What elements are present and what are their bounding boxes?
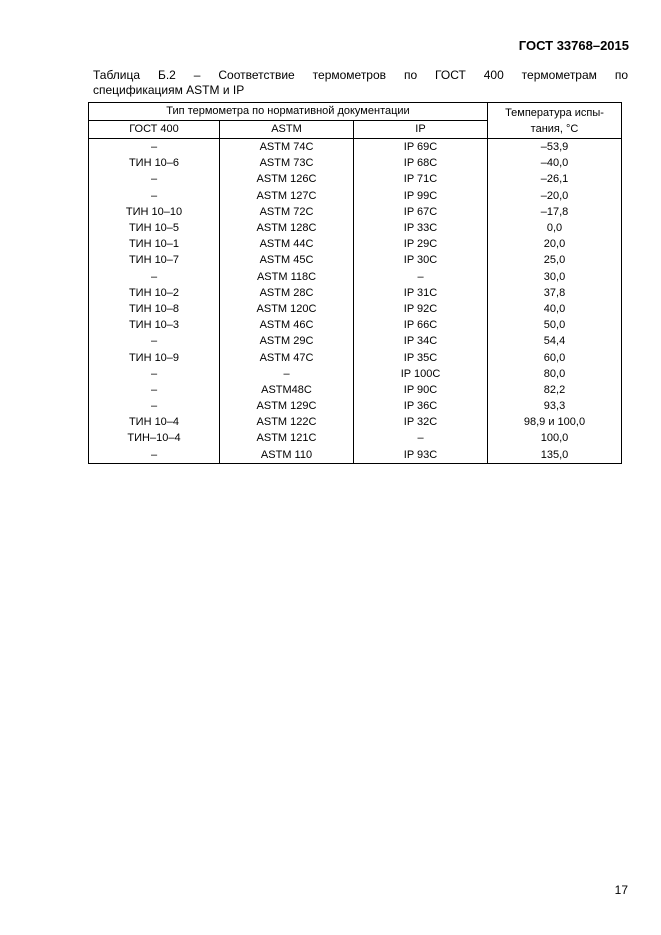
table-row [89,333,622,349]
cell-gost: ТИН 10–1 [89,236,220,252]
cell-gost: – [89,333,220,349]
group-header: Тип термометра по нормативной документации [89,103,488,121]
cell-ip: IP 34C [354,333,488,349]
cell-gost: ТИН 10–2 [89,285,220,301]
cell-ip: IP 35C [354,349,488,365]
cell-temperature: –40,0 [488,155,622,171]
cell-astm: ASTM 73C [220,155,354,171]
table-row [89,269,622,285]
cell-ip: IP 90C [354,382,488,398]
cell-astm: ASTM 118C [220,269,354,285]
table-body [89,139,622,464]
cell-ip: IP 33C [354,220,488,236]
cell-gost: – [89,398,220,414]
cell-astm: ASTM 110 [220,447,354,464]
cell-astm: ASTM 129C [220,398,354,414]
cell-temperature: 50,0 [488,317,622,333]
cell-temperature: 98,9 и 100,0 [488,414,622,430]
cell-gost: ТИН 10–5 [89,220,220,236]
cell-astm: – [220,366,354,382]
table-row [89,220,622,236]
cell-gost: ТИН–10–4 [89,430,220,446]
table-row [89,430,622,446]
cell-astm: ASTM 128C [220,220,354,236]
cell-ip: IP 69C [354,139,488,156]
cell-ip: IP 100C [354,366,488,382]
cell-temperature: 30,0 [488,269,622,285]
page-number: 17 [614,883,628,897]
cell-gost: ТИН 10–10 [89,204,220,220]
table-row [89,252,622,268]
cell-temperature: 37,8 [488,285,622,301]
cell-gost: – [89,447,220,464]
cell-temperature: –17,8 [488,204,622,220]
cell-astm: ASTM 120C [220,301,354,317]
cell-gost: ТИН 10–6 [89,155,220,171]
temperature-header-line-2: тания, °С [530,122,579,135]
cell-gost: – [89,139,220,156]
cell-ip: IP 99C [354,188,488,204]
cell-ip: – [354,269,488,285]
cell-ip: IP 31C [354,285,488,301]
cell-temperature: 20,0 [488,236,622,252]
cell-ip: IP 66C [354,317,488,333]
cell-astm: ASTM 127C [220,188,354,204]
cell-gost: ТИН 10–8 [89,301,220,317]
table-row [89,155,622,171]
table-row [89,301,622,317]
table-row [89,236,622,252]
table-caption-line-2: спецификациям ASTM и IP [93,83,245,97]
temperature-header [488,103,622,139]
table-row [89,188,622,204]
cell-ip: IP 30C [354,252,488,268]
cell-gost: ТИН 10–7 [89,252,220,268]
thermometer-correspondence-table [88,102,622,464]
table-row [89,366,622,382]
cell-temperature: 100,0 [488,430,622,446]
cell-astm: ASTM 126C [220,171,354,187]
column-header-astm: ASTM [220,121,354,139]
cell-astm: ASTM 28C [220,285,354,301]
cell-ip: IP 92C [354,301,488,317]
document-code: ГОСТ 33768–2015 [518,38,629,53]
cell-ip: – [354,430,488,446]
table-row [89,382,622,398]
cell-temperature: 54,4 [488,333,622,349]
cell-temperature: –53,9 [488,139,622,156]
cell-gost: – [89,366,220,382]
cell-gost: – [89,188,220,204]
table-caption [93,68,628,98]
cell-gost: – [89,171,220,187]
table-row [89,139,622,156]
cell-astm: ASTM 44C [220,236,354,252]
cell-gost: – [89,269,220,285]
cell-temperature: 40,0 [488,301,622,317]
cell-temperature: –20,0 [488,188,622,204]
cell-temperature: 135,0 [488,447,622,464]
cell-astm: ASTM 121C [220,430,354,446]
cell-ip: IP 93C [354,447,488,464]
cell-temperature: 25,0 [488,252,622,268]
cell-ip: IP 32C [354,414,488,430]
cell-ip: IP 29C [354,236,488,252]
cell-astm: ASTM 45C [220,252,354,268]
cell-temperature: 93,3 [488,398,622,414]
cell-temperature: 80,0 [488,366,622,382]
cell-astm: ASTM 74C [220,139,354,156]
cell-gost: – [89,382,220,398]
cell-astm: ASTM 47C [220,349,354,365]
cell-gost: ТИН 10–3 [89,317,220,333]
temperature-header-line-1: Температура испы- [505,106,604,119]
table-row [89,398,622,414]
column-header-ip: IP [354,121,488,139]
cell-astm: ASTM 46C [220,317,354,333]
cell-temperature: –26,1 [488,171,622,187]
table-row [89,285,622,301]
cell-ip: IP 36C [354,398,488,414]
cell-astm: ASTM48C [220,382,354,398]
cell-astm: ASTM 29C [220,333,354,349]
table-caption-line-1: Таблица Б.2 – Соответствие термометров по ГОСТ 400 термометрам по [93,68,628,82]
table-row [89,349,622,365]
cell-ip: IP 67C [354,204,488,220]
table-row [89,317,622,333]
cell-temperature: 0,0 [488,220,622,236]
table-row [89,447,622,464]
table-row [89,171,622,187]
cell-gost: ТИН 10–4 [89,414,220,430]
column-header-gost: ГОСТ 400 [89,121,220,139]
cell-gost: ТИН 10–9 [89,349,220,365]
table-row [89,204,622,220]
cell-ip: IP 68C [354,155,488,171]
table-row [89,414,622,430]
cell-temperature: 60,0 [488,349,622,365]
cell-temperature: 82,2 [488,382,622,398]
cell-astm: ASTM 122C [220,414,354,430]
cell-astm: ASTM 72C [220,204,354,220]
cell-ip: IP 71C [354,171,488,187]
